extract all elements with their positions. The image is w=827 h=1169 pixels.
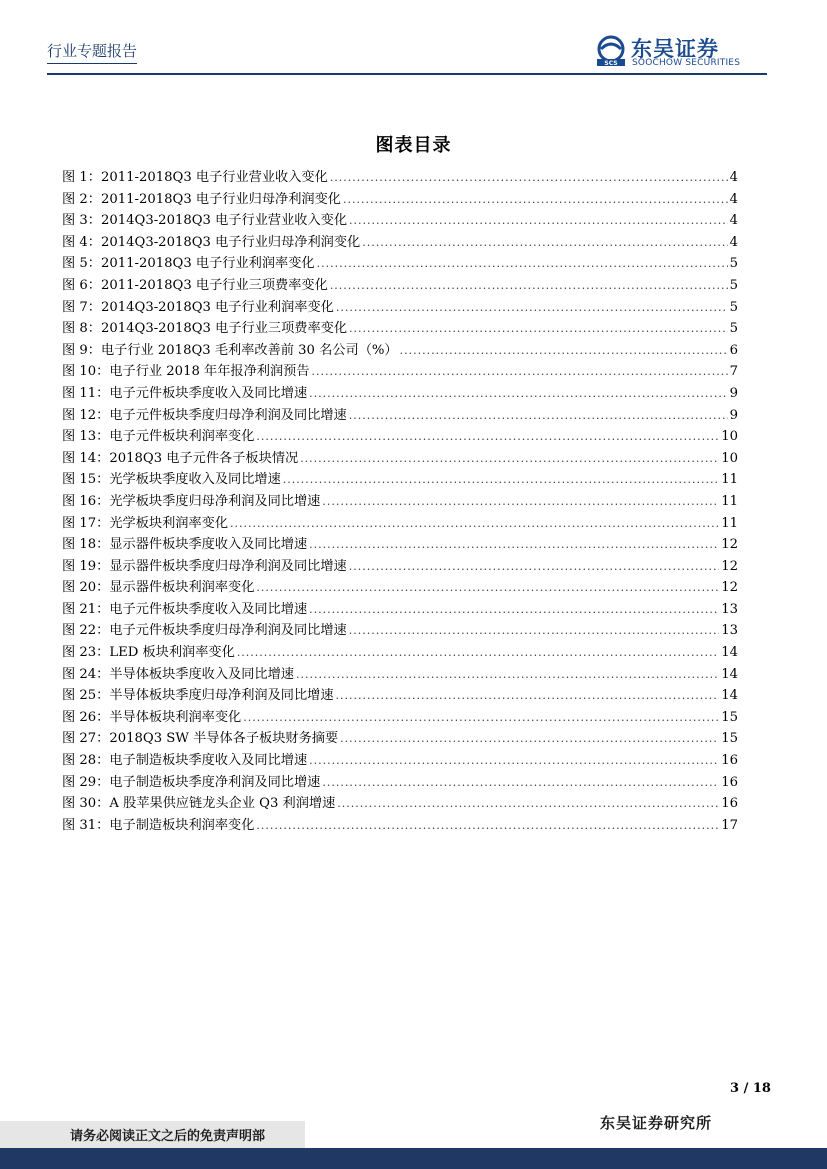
toc-entry-label: 图 31：电子制造板块利润率变化 <box>62 817 255 833</box>
toc-entry[interactable] <box>62 598 738 620</box>
toc-entry-label: 图 13：电子元件板块利润率变化 <box>62 429 255 445</box>
toc-dot-leader <box>296 668 719 681</box>
toc-entry-label: 图 25：半导体板块季度归母净利润及同比增速 <box>62 688 334 704</box>
toc-entry-label: 图 28：电子制造板块季度收入及同比增速 <box>62 753 308 769</box>
toc-entry-page: 12 <box>721 580 738 596</box>
toc-entry[interactable] <box>62 792 738 814</box>
toc-entry-page: 4 <box>729 170 738 185</box>
toc-entry-page: 17 <box>721 817 738 833</box>
scs-logo-icon <box>595 35 627 67</box>
toc-dot-leader <box>317 257 728 270</box>
toc-entry[interactable] <box>62 814 738 836</box>
toc-entry[interactable] <box>62 555 738 577</box>
toc-entry-label: 图 21：电子元件板块季度收入及同比增速 <box>62 601 308 617</box>
toc-entry[interactable] <box>62 512 738 534</box>
toc-entry-label: 图 23：LED 板块利润率变化 <box>62 645 235 661</box>
toc-entry-page: 9 <box>729 407 738 423</box>
toc-entry[interactable] <box>62 339 738 361</box>
toc-entry-label: 图 22：电子元件板块季度归母净利润及同比增速 <box>62 623 347 639</box>
toc-entry-label: 图 15：光学板块季度收入及同比增速 <box>62 472 281 488</box>
toc-dot-leader <box>237 646 719 659</box>
toc-entry-label: 图 24：半导体板块季度收入及同比增速 <box>62 666 294 682</box>
toc-dot-leader <box>256 581 719 594</box>
report-type-label: 行业专题报告 <box>47 40 137 64</box>
footer-bar <box>0 1148 827 1169</box>
company-logo <box>595 33 765 71</box>
toc-entry-page: 11 <box>721 472 738 488</box>
toc-entry-page: 14 <box>721 666 738 682</box>
toc-entry-page: 5 <box>729 256 738 272</box>
toc-dot-leader <box>330 171 728 184</box>
toc-dot-leader <box>230 517 719 530</box>
toc-entry[interactable] <box>62 188 738 210</box>
toc-dot-leader <box>349 624 719 637</box>
logo-mark-text: SCS <box>604 60 618 67</box>
toc-entry[interactable] <box>62 684 738 706</box>
toc-entry[interactable] <box>62 619 738 641</box>
toc-entry-label: 图 6：2011-2018Q3 电子行业三项费率变化 <box>62 277 328 293</box>
toc-entry[interactable] <box>62 252 738 274</box>
toc-entry[interactable] <box>62 382 738 404</box>
toc-entry-label: 图 1：2011-2018Q3 电子行业营业收入变化 <box>62 170 328 185</box>
toc-dot-leader <box>330 279 728 292</box>
toc-entry[interactable] <box>62 749 738 771</box>
toc-entry-page: 4 <box>729 213 738 229</box>
toc-list <box>62 166 738 835</box>
toc-entry-page: 5 <box>729 277 738 293</box>
toc-dot-leader <box>349 560 719 573</box>
toc-entry-page: 15 <box>721 731 738 747</box>
toc-entry[interactable] <box>62 771 738 793</box>
toc-entry-label: 图 30：A 股苹果供应链龙头企业 Q3 利润增速 <box>62 796 336 812</box>
toc-entry-page: 5 <box>729 321 738 337</box>
toc-dot-leader <box>300 452 719 465</box>
toc-entry-label: 图 4：2014Q3-2018Q3 电子行业归母净利润变化 <box>62 234 361 250</box>
toc-entry-page: 9 <box>729 385 738 401</box>
toc-entry[interactable] <box>62 317 738 339</box>
toc-dot-leader <box>309 754 719 767</box>
toc-entry[interactable] <box>62 641 738 663</box>
toc-entry-label: 图 17：光学板块利润率变化 <box>62 515 229 531</box>
toc-dot-leader <box>309 387 727 400</box>
toc-entry[interactable] <box>62 425 738 447</box>
toc-entry[interactable] <box>62 296 738 318</box>
toc-entry-page: 13 <box>721 623 738 639</box>
toc-dot-leader <box>256 819 719 832</box>
toc-entry-page: 16 <box>721 774 738 790</box>
toc-entry[interactable] <box>62 468 738 490</box>
toc-entry-label: 图 5：2011-2018Q3 电子行业利润率变化 <box>62 256 315 272</box>
toc-entry[interactable] <box>62 576 738 598</box>
header-divider <box>47 73 767 75</box>
toc-entry[interactable] <box>62 166 738 188</box>
toc-entry[interactable] <box>62 490 738 512</box>
toc-entry-label: 图 26：半导体板块利润率变化 <box>62 709 242 725</box>
toc-entry-page: 13 <box>721 601 738 617</box>
toc-entry[interactable] <box>62 663 738 685</box>
toc-entry-label: 图 18：显示器件板块季度收入及同比增速 <box>62 537 308 553</box>
toc-entry-label: 图 10：电子行业 2018 年年报净利润预告 <box>62 364 310 380</box>
toc-dot-leader <box>322 495 719 508</box>
toc-entry[interactable] <box>62 727 738 749</box>
toc-dot-leader <box>349 409 728 422</box>
toc-entry-label: 图 3：2014Q3-2018Q3 电子行业营业收入变化 <box>62 213 348 229</box>
toc-entry-label: 图 14：2018Q3 电子元件各子板块情况 <box>62 450 299 466</box>
toc-entry-page: 15 <box>721 709 738 725</box>
toc-entry-label: 图 7：2014Q3-2018Q3 电子行业利润率变化 <box>62 299 334 315</box>
toc-dot-leader <box>283 473 719 486</box>
toc-entry-page: 6 <box>729 342 738 358</box>
toc-entry[interactable] <box>62 209 738 231</box>
toc-entry[interactable] <box>62 360 738 382</box>
toc-entry[interactable] <box>62 533 738 555</box>
toc-dot-leader <box>256 430 719 443</box>
toc-entry-page: 10 <box>721 450 738 466</box>
toc-dot-leader <box>243 711 719 724</box>
logo-english-name: SOOCHOW SECURITIES <box>632 58 741 68</box>
toc-entry-page: 12 <box>721 537 738 553</box>
toc-entry-page: 4 <box>729 191 738 207</box>
toc-entry[interactable] <box>62 706 738 728</box>
toc-entry-label: 图 2：2011-2018Q3 电子行业归母净利润变化 <box>62 191 341 207</box>
toc-dot-leader <box>336 689 720 702</box>
toc-dot-leader <box>340 732 719 745</box>
toc-title: 图表目录 <box>375 135 452 156</box>
toc-dot-leader <box>337 797 719 810</box>
toc-entry-label: 图 11：电子元件板块季度收入及同比增速 <box>62 385 308 401</box>
toc-dot-leader <box>362 236 727 249</box>
toc-entry-label: 图 12：电子元件板块季度归母净利润及同比增速 <box>62 407 347 423</box>
toc-entry[interactable] <box>62 404 738 426</box>
toc-dot-leader <box>349 214 728 227</box>
toc-entry-page: 16 <box>721 796 738 812</box>
toc-entry-label: 图 20：显示器件板块利润率变化 <box>62 580 255 596</box>
toc-dot-leader <box>343 193 728 206</box>
toc-entry[interactable] <box>62 447 738 469</box>
page-number: 3 / 18 <box>730 1081 771 1096</box>
logo-chinese-name: 东吴证券 <box>631 37 719 61</box>
toc-entry-page: 11 <box>721 493 738 509</box>
toc-entry-page: 14 <box>721 688 738 704</box>
toc-dot-leader <box>312 365 728 378</box>
toc-entry[interactable] <box>62 231 738 253</box>
toc-entry-label: 图 9：电子行业 2018Q3 毛利率改善前 30 名公司（%） <box>62 342 398 358</box>
toc-entry-label: 图 19：显示器件板块季度归母净利润及同比增速 <box>62 558 347 574</box>
toc-dot-leader <box>309 538 719 551</box>
toc-entry-page: 10 <box>721 429 738 445</box>
toc-dot-leader <box>400 344 728 357</box>
toc-entry-page: 4 <box>729 234 738 250</box>
toc-entry-page: 7 <box>729 364 738 380</box>
toc-entry-page: 11 <box>721 515 738 531</box>
disclaimer-text: 请务必阅读正文之后的免责声明部 <box>70 1129 266 1144</box>
toc-entry-label: 图 29：电子制造板块季度净利润及同比增速 <box>62 774 321 790</box>
toc-entry[interactable] <box>62 274 738 296</box>
toc-entry-page: 16 <box>721 753 738 769</box>
toc-dot-leader <box>309 603 719 616</box>
toc-entry-page: 12 <box>721 558 738 574</box>
toc-dot-leader <box>322 776 719 789</box>
toc-entry-label: 图 27：2018Q3 SW 半导体各子板块财务摘要 <box>62 731 339 747</box>
toc-entry-label: 图 8：2014Q3-2018Q3 电子行业三项费率变化 <box>62 321 348 337</box>
toc-entry-label: 图 16：光学板块季度归母净利润及同比增速 <box>62 493 321 509</box>
footer-organization: 东吴证券研究所 <box>600 1114 713 1132</box>
toc-dot-leader <box>349 322 728 335</box>
toc-entry-page: 5 <box>729 299 738 315</box>
toc-entry-page: 14 <box>721 645 738 661</box>
toc-dot-leader <box>336 301 728 314</box>
